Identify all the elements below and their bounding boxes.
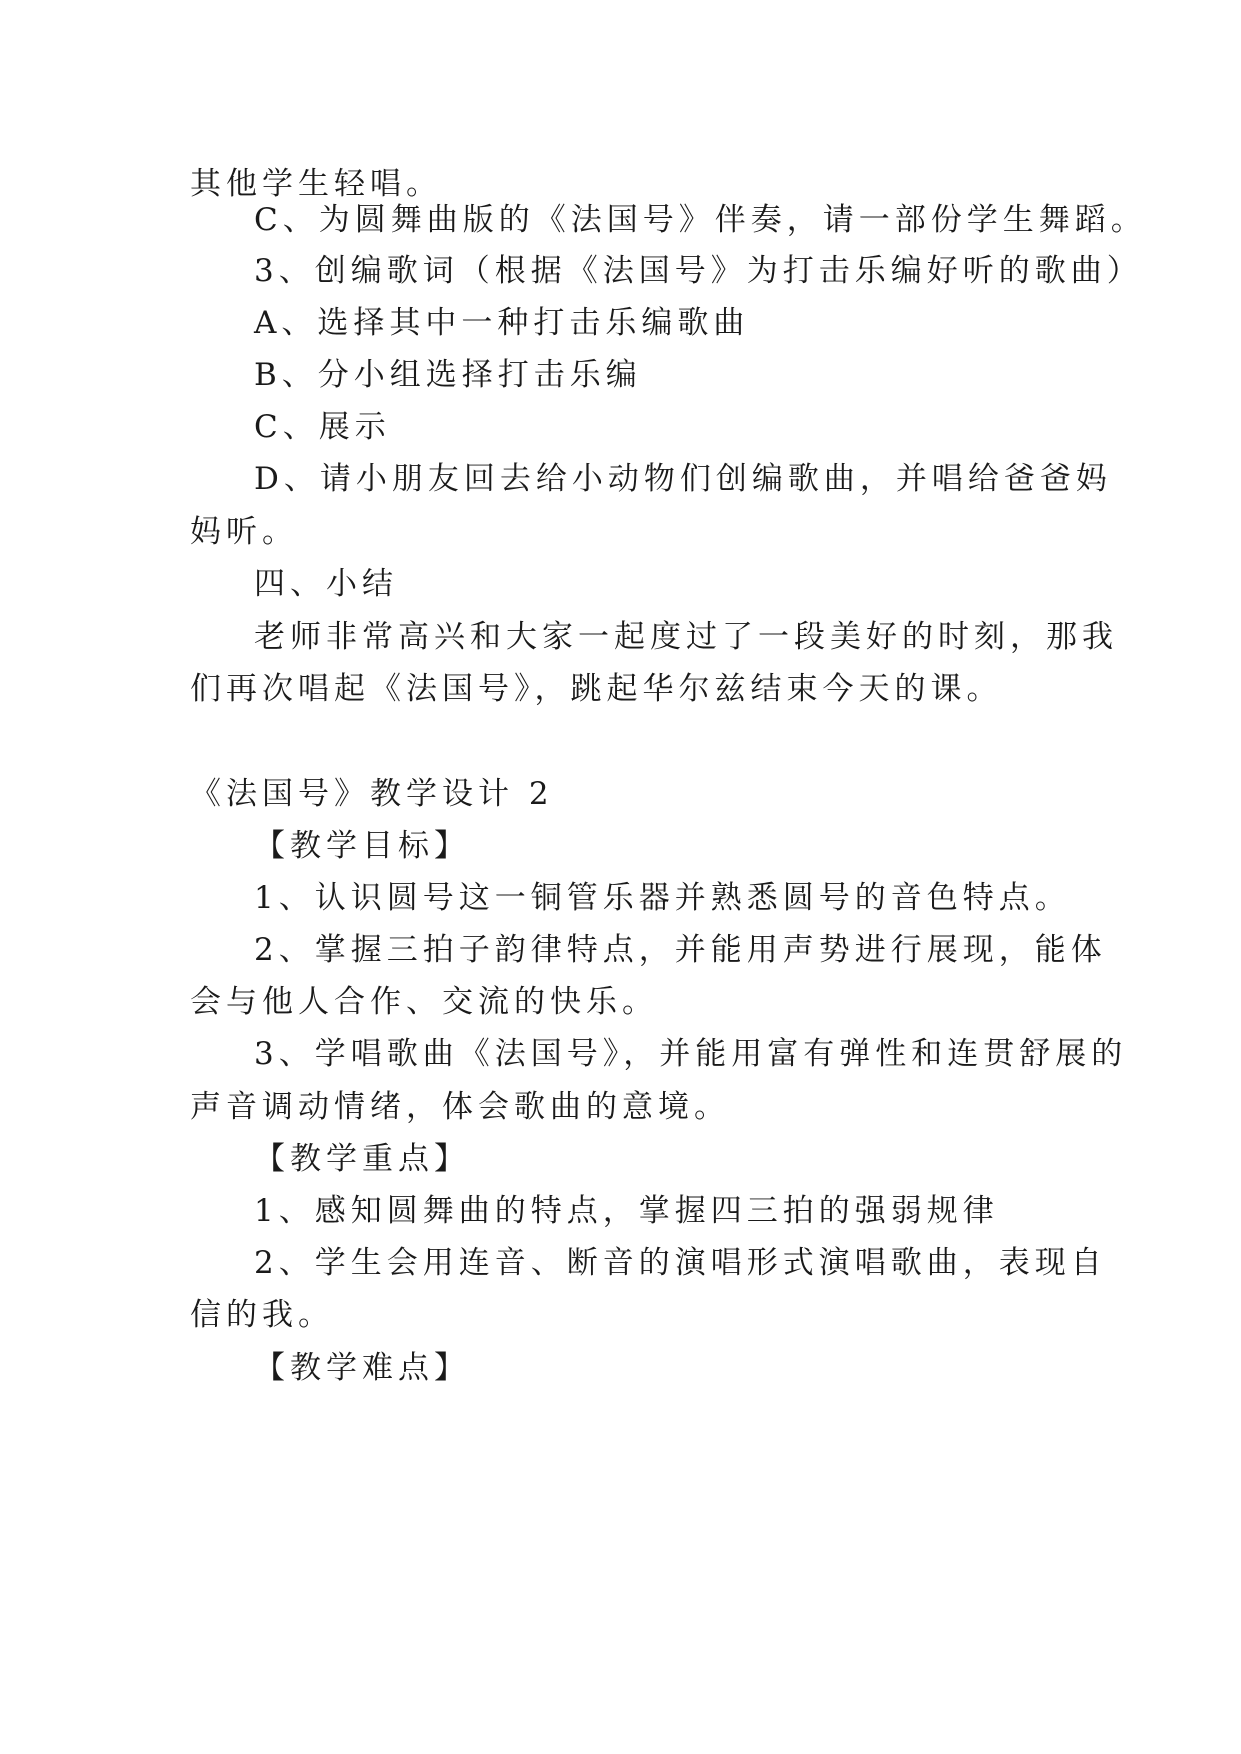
text-line: 信的我。 — [190, 1297, 334, 1333]
text-line: A、选择其中一种打击乐编歌曲 — [254, 305, 750, 341]
section-heading: 四、小结 — [254, 566, 398, 602]
text-line: C、为圆舞曲版的《法国号》伴奏，请一部份学生舞蹈。 — [254, 202, 1147, 238]
text-line: 3、学唱歌曲《法国号》，并能用富有弹性和连贯舒展的 — [254, 1036, 1128, 1072]
text-line: 其他学生轻唱。 — [190, 166, 442, 202]
text-line: 1、感知圆舞曲的特点，掌握四三拍的强弱规律 — [254, 1193, 999, 1229]
text-line: 2、学生会用连音、断音的演唱形式演唱歌曲，表现自 — [254, 1245, 1107, 1281]
text-line: 3、创编歌词（根据《法国号》为打击乐编好听的歌曲） — [254, 253, 1143, 289]
text-line: D、请小朋友回去给小动物们创编歌曲，并唱给爸爸妈 — [254, 461, 1112, 497]
text-line: 1、认识圆号这一铜管乐器并熟悉圆号的音色特点。 — [254, 880, 1071, 916]
text-line: 老师非常高兴和大家一起度过了一段美好的时刻，那我 — [254, 619, 1118, 655]
text-line: C、展示 — [254, 409, 391, 445]
text-line: 声音调动情绪，体会歌曲的意境。 — [190, 1089, 730, 1125]
text-line: 2、掌握三拍子韵律特点，并能用声势进行展现，能体 — [254, 932, 1107, 968]
text-line: 会与他人合作、交流的快乐。 — [190, 984, 658, 1020]
text-line: 们再次唱起《法国号》，跳起华尔兹结束今天的课。 — [190, 671, 1003, 707]
text-line: B、分小组选择打击乐编 — [254, 357, 642, 393]
section-heading: 【教学难点】 — [254, 1350, 470, 1386]
document-title: 《法国号》教学设计 2 — [190, 776, 554, 812]
section-heading: 【教学重点】 — [254, 1141, 470, 1177]
section-heading: 【教学目标】 — [254, 828, 470, 864]
text-line: 妈听。 — [190, 514, 298, 550]
